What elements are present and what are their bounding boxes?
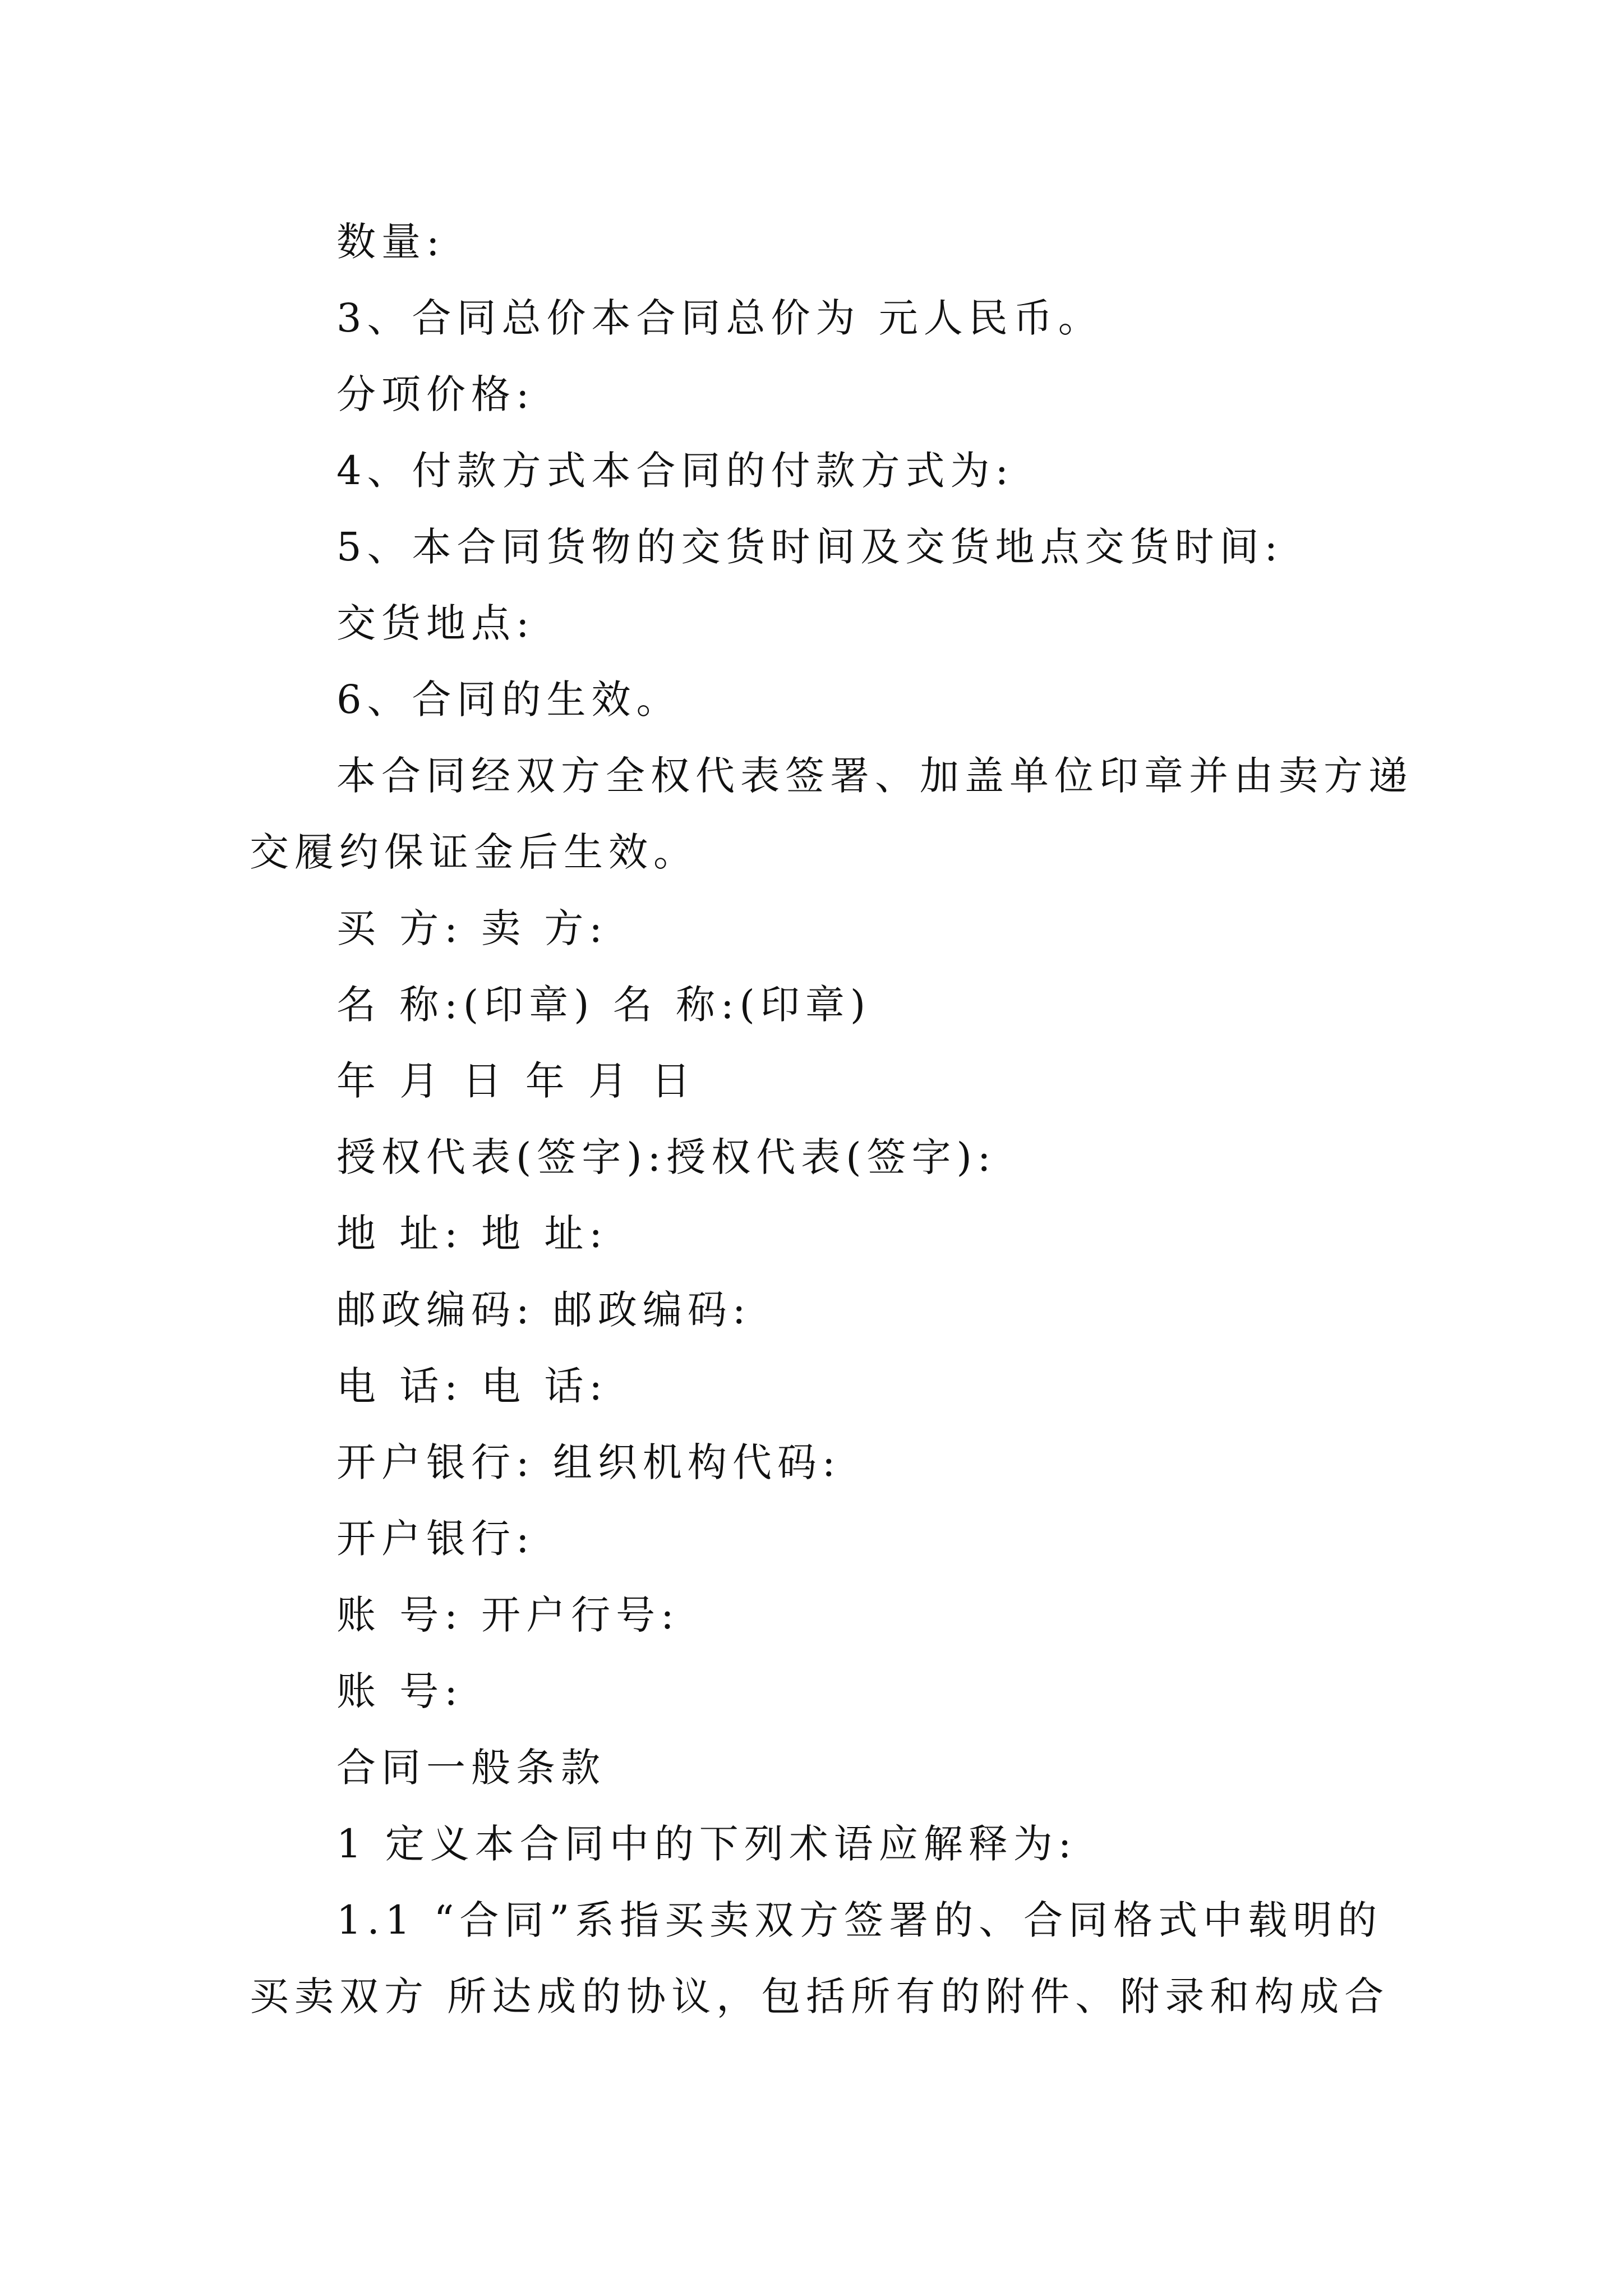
contract-effect-heading: 6、合同的生效。 bbox=[336, 677, 681, 723]
payment-method-line: 4、付款方式本合同的付款方式为: bbox=[336, 448, 1015, 494]
total-price-line: 3、合同总价本合同总价为 元人民币。 bbox=[336, 295, 1103, 341]
postal-code-line: 邮政编码: 邮政编码: bbox=[336, 1287, 751, 1333]
general-terms-heading: 合同一般条款 bbox=[336, 1745, 606, 1791]
delivery-place-line: 交货地点: bbox=[336, 600, 535, 646]
item-price-line: 分项价格: bbox=[336, 371, 535, 417]
phone-line: 电 话: 电 话: bbox=[336, 1363, 608, 1409]
contract-effect-text-1: 本合同经双方全权代表签署、加盖单位印章并由卖方递 bbox=[336, 753, 1413, 799]
bank-line: 开户银行: bbox=[336, 1516, 535, 1562]
name-seal-line: 名 称:(印章) 名 称:(印章) bbox=[336, 982, 872, 1028]
representative-line: 授权代表(签字):授权代表(签字): bbox=[336, 1134, 997, 1180]
bank-org-code-line: 开户银行: 组织机构代码: bbox=[336, 1439, 841, 1485]
quantity-line: 数量: bbox=[336, 219, 445, 265]
delivery-time-line: 5、本合同货物的交货时间及交货地点交货时间: bbox=[336, 524, 1284, 570]
address-line: 地 址: 地 址: bbox=[336, 1211, 608, 1257]
date-line: 年 月 日 年 月 日 bbox=[336, 1058, 697, 1104]
buyer-seller-line: 买 方: 卖 方: bbox=[336, 905, 608, 951]
account-line: 账 号: bbox=[336, 1668, 463, 1714]
definition-contract-1: 1.1 “合同”系指买卖双方签署的、合同格式中载明的 bbox=[336, 1897, 1383, 1943]
definition-heading: 1 定义本合同中的下列术语应解释为: bbox=[336, 1821, 1077, 1867]
account-bank-number-line: 账 号: 开户行号: bbox=[336, 1592, 680, 1638]
definition-contract-2: 买卖双方 所达成的协议，包括所有的附件、附录和构成合 bbox=[250, 1973, 1390, 2019]
contract-effect-text-2: 交履约保证金后生效。 bbox=[250, 829, 698, 875]
contract-body bbox=[250, 204, 1413, 2035]
